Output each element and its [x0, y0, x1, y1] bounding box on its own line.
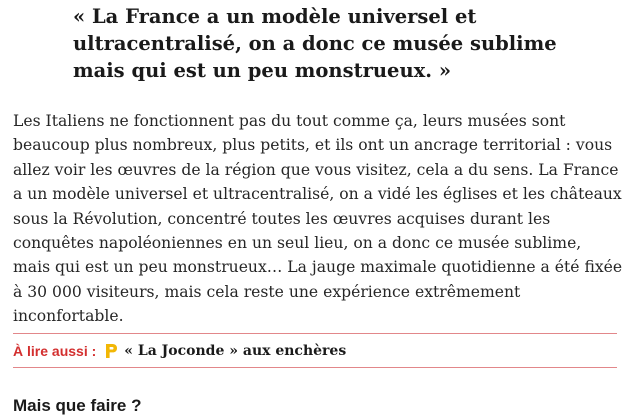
- related-label: À lire aussi :: [13, 343, 97, 359]
- related-divider-bottom: [13, 367, 617, 368]
- related-article-link[interactable]: « La Joconde » aux enchères: [124, 343, 347, 359]
- section-heading: Mais que faire ?: [13, 396, 142, 415]
- related-article-box: [13, 341, 617, 361]
- article-paragraph: Les Italiens ne fonctionnent pas du tout comme ça, leurs musées sont beaucoup plus nombreux, plus petits, et ils ont un ancrage territorial : vous allez voir les œuvres de la région que vous visitez, cela a du sens. La France a un modèle universel et ultracentralisé, on a vidé les églises et les châteaux sous la Révolution, concentré toutes les œuvres acquises durant les conquêtes napoléoniennes en un seul lieu, on a donc ce musée sublime, mais qui est un peu monstrueux… La jauge maximale quotidienne a été fixée à 30 000 visiteurs, mais cela reste une expérience extrêmement inconfortable.: [13, 112, 623, 326]
- related-divider-top: [13, 333, 617, 334]
- premium-p-icon: [104, 343, 118, 359]
- pull-quote: « La France a un modèle universel et ultracentralisé, on a donc ce musée sublime mais qui est un peu monstrueux. »: [73, 5, 557, 82]
